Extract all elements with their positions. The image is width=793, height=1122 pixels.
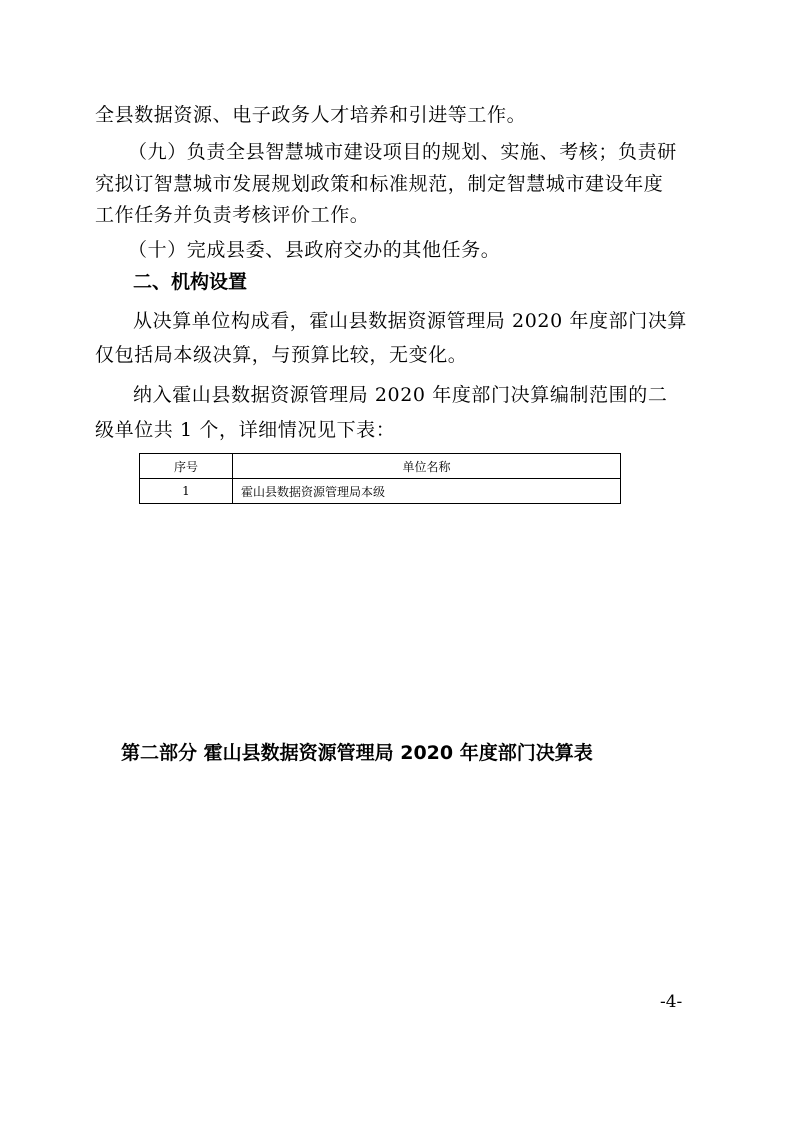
- table-header-row: [140, 454, 621, 479]
- structure-line-4: 级单位共 1 个，详细情况见下表：: [95, 419, 396, 441]
- body-line-3: 究拟订智慧城市发展规划政策和标准规范，制定智慧城市建设年度: [95, 173, 664, 195]
- cell-seq: 1: [140, 479, 233, 504]
- section-heading: 二、机构设置: [133, 271, 248, 293]
- header-seq: 序号: [140, 454, 233, 479]
- structure-line-3: 纳入霍山县数据资源管理局 2020 年度部门决算编制范围的二: [133, 384, 668, 406]
- unit-table: [139, 453, 621, 504]
- table-row: [140, 479, 621, 504]
- structure-line-2: 仅包括局本级决算，与预算比较，无变化。: [95, 344, 468, 366]
- body-line-5: （十）完成县委、县政府交办的其他任务。: [128, 239, 501, 261]
- body-line-1: 全县数据资源、电子政务人才培养和引进等工作。: [95, 104, 527, 126]
- structure-line-1: 从决算单位构成看，霍山县数据资源管理局 2020 年度部门决算: [133, 310, 688, 332]
- part-title: 第二部分 霍山县数据资源管理局 2020 年度部门决算表: [121, 742, 593, 764]
- body-line-4: 工作任务并负责考核评价工作。: [95, 204, 370, 226]
- body-line-2: （九）负责全县智慧城市建设项目的规划、实施、考核；负责研: [128, 141, 677, 163]
- cell-unit-name: 霍山县数据资源管理局本级: [233, 479, 621, 504]
- page-number: -4-: [660, 992, 683, 1012]
- header-unit-name: 单位名称: [233, 454, 621, 479]
